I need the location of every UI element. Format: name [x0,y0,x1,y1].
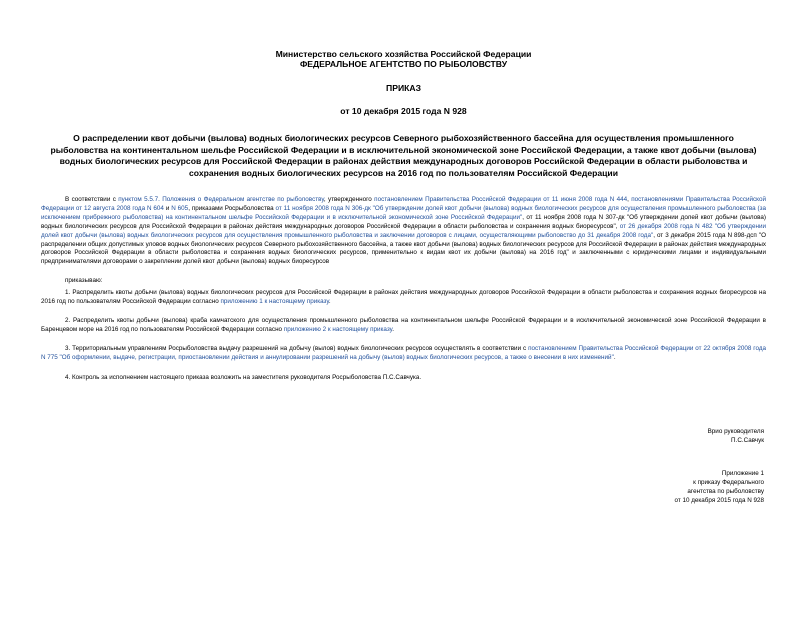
item-text: . [328,298,331,306]
item-text: . [613,353,616,361]
appendix-line: к приказу Федерального [693,478,764,486]
signature-block [41,427,764,445]
preamble-text: , от 3 декабря 2015 года N 898-дсп "О распределении общих допустимых уловов водных биологических ресурсов Северного рыбохозяйственного бассейна, а также квот добычи (вылова) водных биологических ресурсов для Российской Федерации в районах действия международных договоров Российской Федерации в области рыболовства и сохранения водных биологических ресурсов, применительно к видам квот их добычи (вылова) на 2016 год" и заключенными с юридическими лицами и индивидуальными предпринимателями договорами о закреплении долей квот добычи (вылова) водных биоресурсов [41,231,766,266]
preamble-text: , от 11 ноября 2008 года N 307-дк "Об утверждении долей квот добычи (вылова) водных биологических ресурсов для Российской Федерации в районах действия международных договоров Российской Федерации в области рыболовства и сохранения водных биоресурсов", [41,213,766,230]
decree-604-link[interactable]: постановлениями Правительства Российской Федерации от 12 августа 2008 года N 604 [41,196,766,212]
order-306-link[interactable]: от 11 ноября 2008 года N 306-дк "Об утверждении долей квот добычи (вылова) водных биологических ресурсов для осуществления промышленного рыболовства (за исключением прибрежного рыболовства) на континентальном шельфе Российской Федерации и в исключительной экономической зоне Российской Федерации" [41,204,766,221]
regulation-link[interactable]: пунктом 5.5.7. Положения о Федеральном агентстве по рыболовству [118,196,324,203]
appendix-line: от 10 декабря 2015 года N 928 [674,496,764,504]
document-page [0,49,807,620]
preamble-text: , [627,196,632,203]
item-text: 1. Распределить квоты добычи (вылова) водных биологических ресурсов для Российской Федерации в районах действия международных договоров Российской Федерации в области рыболовства и сохранения водных биоресурсов на 2016 год по пользователям Российской Федерации согласно [41,289,766,306]
decree-775-link[interactable]: постановлением Правительства Российской Федерации от 22 октября 2008 года N 775 "Об оформлении, выдаче, регистрации, приостановлении действия и аннулировании разрешений на добычу (вылов) водных биологических ресурсов, а также о внесении в них изменений" [41,344,766,361]
signer-position: Врио руководителя [707,427,764,435]
appendix-2-link[interactable]: приложению 2 к настоящему приказу [283,325,393,333]
ministry-name: Министерство сельского хозяйства Российской Федерации [275,49,532,59]
signer-name: П.С.Савчук [731,436,764,444]
item-text: . [392,325,394,333]
item-text: 2. Распределить квоты добычи (вылова) краба камчатского для осуществления промышленного рыболовства на континентальном шельфе Российской Федерации и в исключительной экономической зоне Российской Федерации в Баренцевом море на 2016 год по пользователям Российской Федерации согласно [41,316,766,333]
appendix-header [41,469,764,505]
order-item-2 [41,317,766,335]
preamble-text: В соответствии с [65,196,119,203]
preamble-text: , приказами Росрыболовства [188,204,276,212]
appendix-line: Приложение 1 [721,469,764,477]
order-482-link[interactable]: от 26 декабря 2008 года N 482 "Об утверждении долей квот добычи (вылова) водных биологических ресурсов для осуществления промышленного рыболовства и заключении договоров с лицами, осуществляющими рыболовство до 31 декабря 2008 года" [41,222,766,239]
item-text: 3. Территориальным управлениям Росрыболовства выдачу разрешений на добычу (вылов) водных биологических ресурсов осуществлять в соответствии с [65,344,529,352]
decree-605-link[interactable]: N 605 [171,204,189,212]
agency-name: ФЕДЕРАЛЬНОЕ АГЕНТСТВО ПО РЫБОЛОВСТВУ [299,59,508,69]
order-type: ПРИКАЗ [386,83,421,93]
document-title: О распределении квот добычи (вылова) водных биологических ресурсов Северного рыбохозяйственного бассейна для осуществления промышленного рыболовства на континентальном шельфе Российской Федерации и в исключительной экономической зоне Российской Федерации, а также квот добычи (вылова) водных биологических ресурсов для Российской Федерации в районах действия международных договоров Российской Федерации в области рыболовства и сохранения водных биологических ресурсов на 2016 год по пользователям Российской Федерации [50,133,757,178]
order-date: от 10 декабря 2015 года N 928 [340,106,467,116]
appendix-1-link[interactable]: приложению 1 к настоящему приказу [220,298,329,306]
order-item-3 [41,345,766,363]
order-item-4: 4. Контроль за исполнением настоящего приказа возложить на заместителя руководителя Росрыболовства П.С.Савчука. [65,373,422,381]
decree-444-link[interactable]: постановлением Правительства Российской Федерации от 11 июня 2008 года N 444 [374,196,628,203]
order-word: приказываю: [65,277,103,285]
appendix-line: агентства по рыболовству [687,487,764,495]
preamble-paragraph [41,196,766,267]
preamble-text: , утвержденного [323,196,375,203]
preamble-text: и [163,204,172,212]
order-item-1 [41,289,766,307]
